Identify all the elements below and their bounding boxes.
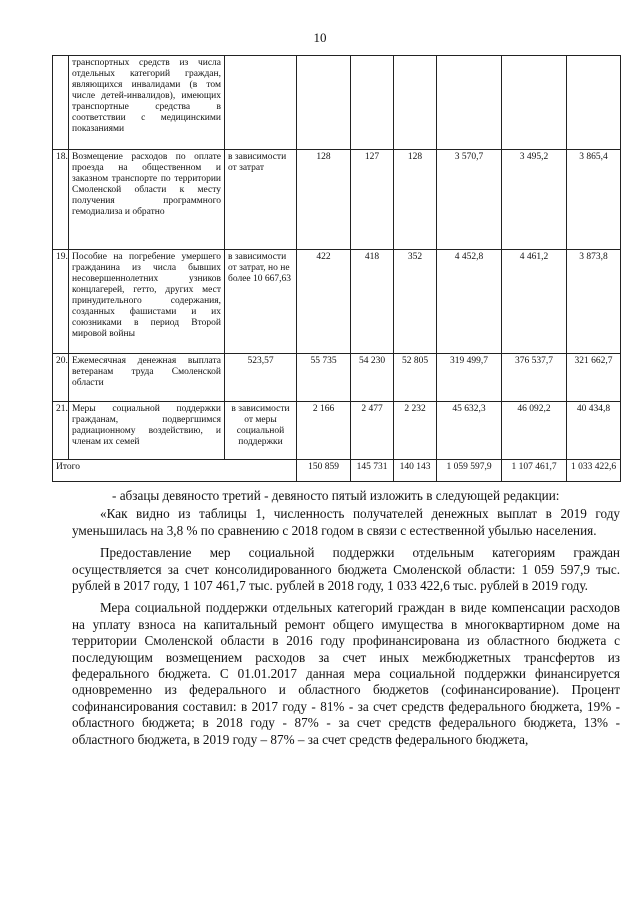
cell-value: 319 499,7 <box>437 354 502 402</box>
row-description: Меры социальной поддержки гражданам, подвергшимся радиационному воздействию, и членам их семей <box>69 402 225 460</box>
row-number: 21. <box>53 402 69 460</box>
cell-value: 422 <box>297 250 351 354</box>
total-value: 145 731 <box>351 460 394 482</box>
social-support-table <box>52 55 621 482</box>
row-condition: в зависимости от затрат <box>225 150 297 250</box>
cell-value: 40 434,8 <box>567 402 621 460</box>
row-condition: 523,57 <box>225 354 297 402</box>
cell-value: 128 <box>394 150 437 250</box>
total-value: 1 107 461,7 <box>502 460 567 482</box>
cell-value: 321 662,7 <box>567 354 621 402</box>
table-row <box>53 402 621 460</box>
total-value: 150 859 <box>297 460 351 482</box>
total-value: 1 033 422,6 <box>567 460 621 482</box>
table-row <box>53 150 621 250</box>
row-condition: в зависимости от затрат, но не более 10 667,63 <box>225 250 297 354</box>
row-description: Ежемесячная денежная выплата ветеранам труда Смоленской области <box>69 354 225 402</box>
cell-value: 3 495,2 <box>502 150 567 250</box>
cell-value <box>502 56 567 150</box>
total-value: 140 143 <box>394 460 437 482</box>
paragraph: «Как видно из таблицы 1, численность получателей денежных выплат в 2019 году уменьшилась на 3,8 % по сравнению с 2018 годом в связи с естественной убылью населения. <box>72 506 620 538</box>
paragraph: Предоставление мер социальной поддержки отдельным категориям граждан осуществляется за счет консолидированного бюджета Смоленской области: 1 059 597,9 тыс. рублей в 2017 году, 1 107 461,7 тыс. рублей в 2018 году, 1 033 422,6 тыс. рублей в 2019 году. <box>72 545 620 594</box>
cell-value <box>297 56 351 150</box>
row-description: Пособие на погребение умершего гражданина из числа бывших несовершеннолетних узников концлагерей, гетто, других мест принудительного содержания, созданных фашистами и их союзниками в период Второй мировой войны <box>69 250 225 354</box>
row-number: 19. <box>53 250 69 354</box>
cell-value: 45 632,3 <box>437 402 502 460</box>
cell-value: 4 452,8 <box>437 250 502 354</box>
row-number: 20. <box>53 354 69 402</box>
cell-value: 128 <box>297 150 351 250</box>
total-label: Итого <box>53 460 297 482</box>
paragraph: Мера социальной поддержки отдельных категорий граждан в виде компенсации расходов на уплату взноса на капитальный ремонт общего имущества в многоквартирном доме на территории Смоленской области в 2016 году профинансирована из областного бюджета с последующим возмещением расходов за счет иных межбюджетных трансфертов из федерального бюджета. С 01.01.2017 данная мера социальной поддержки финансируется одновременно из федерального и областного бюджетов (софинансирование). Процент софинансирования составил: в 2017 году - 81% - за счет средств федерального бюджета, 19% - областного бюджета; в 2018 году - 87% - за счет средств федерального бюджета, 13% - областного бюджета, в 2019 году – 87% – за счет средств федерального бюджета, <box>72 600 620 747</box>
cell-value <box>567 56 621 150</box>
cell-value: 4 461,2 <box>502 250 567 354</box>
cell-value <box>351 56 394 150</box>
paragraph: - абзацы девяносто третий - девяносто пятый изложить в следующей редакции: <box>112 488 560 503</box>
cell-value: 3 570,7 <box>437 150 502 250</box>
cell-value: 52 805 <box>394 354 437 402</box>
cell-value: 376 537,7 <box>502 354 567 402</box>
cell-value: 2 166 <box>297 402 351 460</box>
table-row <box>53 56 621 150</box>
row-description: транспортных средств из числа отдельных категорий граждан, являющихся инвалидами (в том числе детей-инвалидов), имеющих транспортные средства в соответствии с медицинскими показаниями <box>69 56 225 150</box>
cell-value: 46 092,2 <box>502 402 567 460</box>
table-row <box>53 250 621 354</box>
cell-value: 2 477 <box>351 402 394 460</box>
cell-value: 352 <box>394 250 437 354</box>
table-row <box>53 354 621 402</box>
cell-value: 55 735 <box>297 354 351 402</box>
row-number: 18. <box>53 150 69 250</box>
cell-value: 3 873,8 <box>567 250 621 354</box>
row-condition <box>225 56 297 150</box>
cell-value: 418 <box>351 250 394 354</box>
table-total-row <box>53 460 621 482</box>
cell-value: 127 <box>351 150 394 250</box>
row-description: Возмещение расходов по оплате проезда на общественном и заказном транспорте по территории Смоленской области к месту получения программного гемодиализа и обратно <box>69 150 225 250</box>
row-condition: в зависимости от меры социальной поддержки <box>225 402 297 460</box>
cell-value: 54 230 <box>351 354 394 402</box>
total-value: 1 059 597,9 <box>437 460 502 482</box>
page-number: 10 <box>313 30 327 45</box>
cell-value <box>437 56 502 150</box>
cell-value: 2 232 <box>394 402 437 460</box>
cell-value: 3 865,4 <box>567 150 621 250</box>
body-text <box>72 488 620 748</box>
row-number <box>53 56 69 150</box>
cell-value <box>394 56 437 150</box>
